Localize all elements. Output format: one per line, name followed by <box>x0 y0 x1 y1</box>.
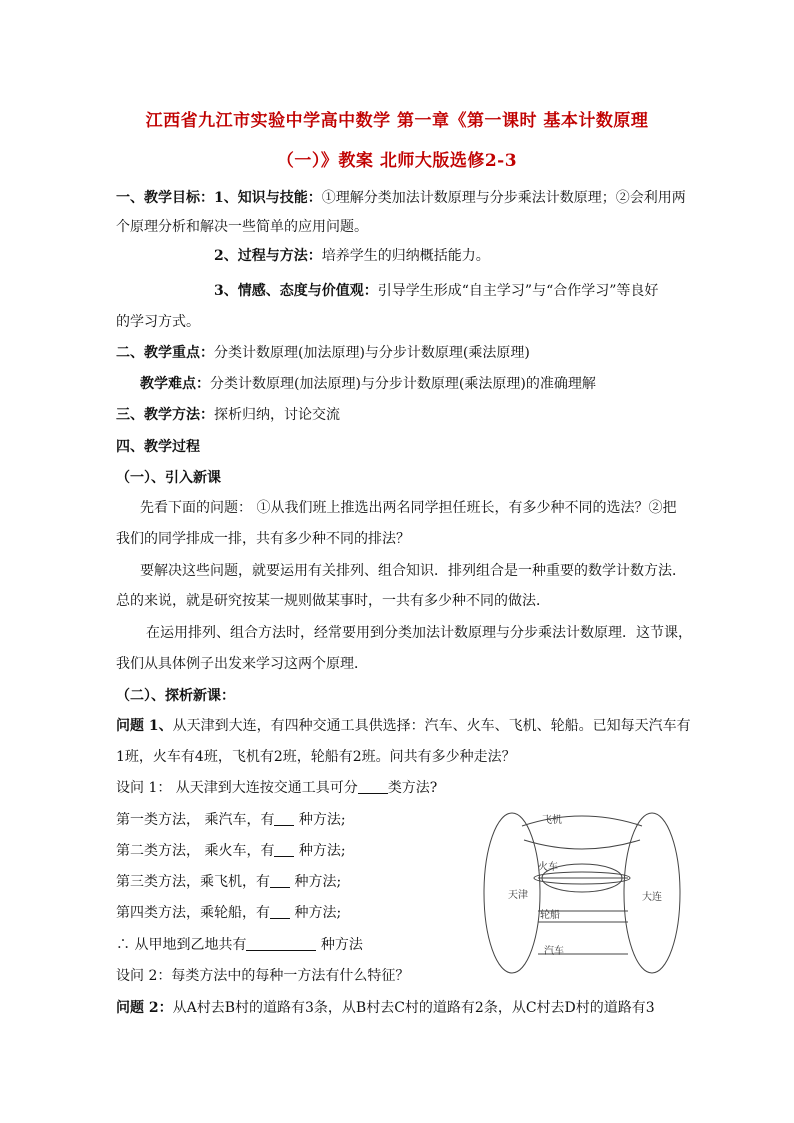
category-3-post: 种方法; <box>294 874 342 890</box>
process-objective <box>214 246 490 266</box>
category-1-post: 种方法; <box>298 812 346 828</box>
category-4-text: 第四类方法，乘轮船，有 <box>116 905 270 921</box>
answer-blank <box>270 904 290 919</box>
knowledge-text-a: ①理解分类加法计数原理与分步乘法计数原理；②会利用两 <box>321 190 686 206</box>
process-text: 培养学生的归纳概括能力。 <box>321 248 490 264</box>
problem2-text: 从A村去B村的道路有3条，从B村去C村的道路有2条，从C村去D村的道路有3 <box>172 1000 655 1016</box>
plane-route-lower <box>524 840 640 849</box>
difficulty <box>140 374 596 394</box>
transport-diagram <box>482 808 682 978</box>
problem1-label: 问题 1、 <box>116 718 173 734</box>
methods-text: 探析归纳，讨论交流 <box>214 407 340 423</box>
diagram-label-car: 汽车 <box>544 946 564 957</box>
objectives-heading: 一、教学目标：1、知识与技能： <box>116 190 322 206</box>
category-4 <box>116 903 341 923</box>
problem1-line-a <box>116 716 691 736</box>
category-1-text: 第一类方法， 乘汽车，有 <box>116 812 275 828</box>
key-points <box>116 343 530 363</box>
plane-route-upper <box>522 816 642 826</box>
part2-heading: （二）、探析新课： <box>116 688 235 704</box>
category-1 <box>116 810 346 830</box>
diagram-label-tianjin: 天津 <box>508 890 528 901</box>
question-2: 设问 2：每类方法中的每种一方法有什么特征？ <box>116 968 410 984</box>
problem1-text-b: 1班，火车有4班，飞机有2班，轮船有2班。问共有多少种走法？ <box>116 749 516 765</box>
key-points-label: 二、教学重点： <box>116 345 214 361</box>
problem2-line <box>116 998 655 1018</box>
intro-para-3a: 在运用排列、组合方法时，经常要用到分类加法计数原理与分步乘法计数原理．这节课， <box>146 625 692 641</box>
title-line-2: （一）》教案 北师大版选修2-3 <box>276 151 518 171</box>
difficulty-text: 分类计数原理(加法原理)与分步计数原理(乘法原理)的准确理解 <box>210 376 596 392</box>
problem1-text-a: 从天津到大连，有四种交通工具供选择：汽车、火车、飞机、轮船。已知每天汽车有 <box>172 718 691 734</box>
emotion-text-b: 的学习方式。 <box>116 314 200 330</box>
question-1-post: 类方法? <box>387 780 438 796</box>
process-label: 2、过程与方法： <box>214 248 322 264</box>
title-line-1: 江西省九江市实验中学高中数学 第一章《第一课时 基本计数原理 <box>145 111 649 131</box>
answer-blank <box>246 936 316 951</box>
category-2-text: 第二类方法， 乘火车，有 <box>116 843 275 859</box>
emotion-label: 3、情感、态度与价值观： <box>214 283 378 299</box>
key-points-text: 分类计数原理(加法原理)与分步计数原理(乘法原理) <box>214 345 530 361</box>
answer-blank <box>274 811 294 826</box>
diagram-label-dalian: 大连 <box>642 892 662 903</box>
intro-para-2a: 要解决这些问题，就要运用有关排列、组合知识．排列组合是一种重要的数学计数方法． <box>140 563 686 579</box>
emotion-text-a: 引导学生形成“自主学习”与“合作学习”等良好 <box>377 283 659 299</box>
category-2 <box>116 841 346 861</box>
emotion-objective <box>214 281 658 301</box>
methods <box>116 405 340 425</box>
knowledge-text-b: 个原理分析和解决一些简单的应用问题。 <box>116 219 368 235</box>
answer-blank <box>270 873 290 888</box>
total-post: 种方法 <box>320 937 363 953</box>
question-1 <box>116 778 437 798</box>
category-2-post: 种方法; <box>298 843 346 859</box>
diagram-label-ship: 轮船 <box>540 910 560 921</box>
objectives-line-1 <box>116 188 686 208</box>
problem2-label: 问题 2： <box>116 1000 173 1016</box>
intro-para-1b: 我们的同学排成一排，共有多少种不同的排法？ <box>116 531 410 547</box>
intro-para-3b: 我们从具体例子出发来学习这两个原理． <box>116 656 368 672</box>
intro-para-1a: 先看下面的问题： ①从我们班上推选出两名同学担任班长，有多少种不同的选法？②把 <box>140 500 677 516</box>
category-4-post: 种方法; <box>294 905 342 921</box>
total-methods <box>116 935 363 955</box>
part1-heading: （一）、引入新课 <box>116 470 221 486</box>
process-heading: 四、教学过程 <box>116 439 200 455</box>
diagram-label-train: 火车 <box>538 862 558 873</box>
diagram-label-plane: 飞机 <box>542 815 562 826</box>
answer-blank <box>358 779 388 794</box>
category-3 <box>116 872 341 892</box>
question-1-pre: 设问 1： 从天津到大连按交通工具可分 <box>116 780 358 796</box>
category-3-text: 第三类方法，乘飞机，有 <box>116 874 270 890</box>
answer-blank <box>274 842 294 857</box>
methods-label: 三、教学方法： <box>116 407 214 423</box>
difficulty-label: 教学难点： <box>140 376 210 392</box>
total-pre: ∴ 从甲地到乙地共有 <box>116 937 247 953</box>
intro-para-2b: 总的来说，就是研究按某一规则做某事时，一共有多少种不同的做法． <box>116 593 550 609</box>
